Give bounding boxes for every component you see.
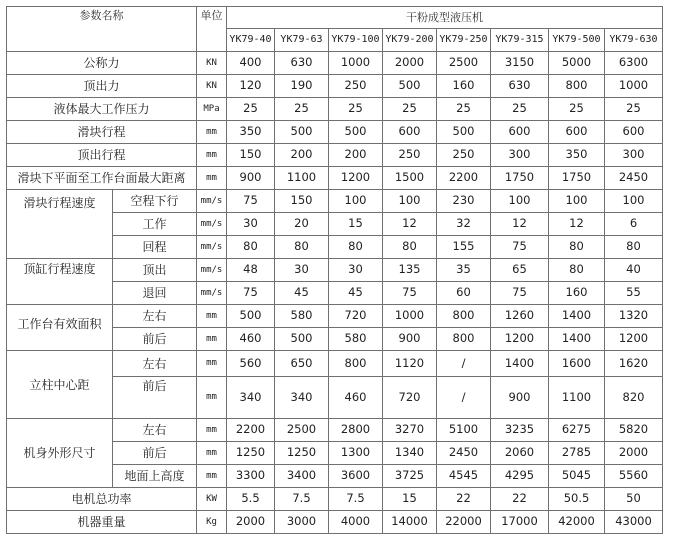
row-label: 滑块下平面至工作台面最大距离 xyxy=(7,167,197,190)
value-cell: 48 xyxy=(227,259,275,282)
group-label: 工作台有效面积 xyxy=(7,305,113,351)
model-header: YK79-630 xyxy=(605,29,663,52)
row-label: 顶出力 xyxy=(7,75,197,98)
value-cell: 3150 xyxy=(491,52,549,75)
value-cell: 75 xyxy=(491,282,549,305)
value-cell: 40 xyxy=(605,259,663,282)
sub-label: 左右 xyxy=(113,305,197,328)
value-cell: 350 xyxy=(227,121,275,144)
value-cell: / xyxy=(437,377,491,419)
value-cell: 30 xyxy=(329,259,383,282)
value-cell: 100 xyxy=(383,190,437,213)
value-cell: 42000 xyxy=(549,511,605,534)
value-cell: 800 xyxy=(437,305,491,328)
value-cell: 160 xyxy=(437,75,491,98)
value-cell: 600 xyxy=(549,121,605,144)
value-cell: 100 xyxy=(491,190,549,213)
sub-label: 空程下行 xyxy=(113,190,197,213)
row-label: 滑块行程 xyxy=(7,121,197,144)
unit-cell: mm/s xyxy=(197,259,227,282)
table-row-ejection-stroke xyxy=(7,144,663,167)
value-cell: 1600 xyxy=(549,351,605,377)
value-cell: 75 xyxy=(227,190,275,213)
value-cell: 30 xyxy=(227,213,275,236)
value-cell: 650 xyxy=(275,351,329,377)
sub-label: 左右 xyxy=(113,351,197,377)
row-label: 机器重量 xyxy=(7,511,197,534)
value-cell: 3300 xyxy=(227,465,275,488)
sub-label: 前后 xyxy=(113,328,197,351)
value-cell: 3725 xyxy=(383,465,437,488)
value-cell: 2000 xyxy=(383,52,437,75)
value-cell: 900 xyxy=(227,167,275,190)
value-cell: 55 xyxy=(605,282,663,305)
value-cell: 25 xyxy=(491,98,549,121)
value-cell: 1120 xyxy=(383,351,437,377)
value-cell: 6275 xyxy=(549,419,605,442)
value-cell: 2450 xyxy=(437,442,491,465)
value-cell: 100 xyxy=(605,190,663,213)
sub-label: 前后 xyxy=(113,377,197,419)
value-cell: 350 xyxy=(549,144,605,167)
value-cell: 25 xyxy=(437,98,491,121)
value-cell: 460 xyxy=(227,328,275,351)
unit-cell: mm xyxy=(197,167,227,190)
value-cell: 1340 xyxy=(383,442,437,465)
value-cell: 3000 xyxy=(275,511,329,534)
sub-label: 左右 xyxy=(113,419,197,442)
value-cell: 80 xyxy=(329,236,383,259)
value-cell: 6 xyxy=(605,213,663,236)
unit-cell: mm xyxy=(197,419,227,442)
value-cell: 600 xyxy=(491,121,549,144)
model-header: YK79-315 xyxy=(491,29,549,52)
value-cell: 230 xyxy=(437,190,491,213)
table-row-weight xyxy=(7,511,663,534)
value-cell: 15 xyxy=(329,213,383,236)
spec-table xyxy=(6,6,663,534)
model-header: YK79-100 xyxy=(329,29,383,52)
value-cell: 120 xyxy=(227,75,275,98)
table-row-slide-speed-fast-down xyxy=(7,190,663,213)
value-cell: 1200 xyxy=(329,167,383,190)
value-cell: 45 xyxy=(275,282,329,305)
value-cell: 2200 xyxy=(227,419,275,442)
value-cell: 12 xyxy=(549,213,605,236)
value-cell: 25 xyxy=(605,98,663,121)
value-cell: 5045 xyxy=(549,465,605,488)
value-cell: 25 xyxy=(549,98,605,121)
group-label: 机身外形尺寸 xyxy=(7,419,113,488)
value-cell: 1100 xyxy=(549,377,605,419)
value-cell: 80 xyxy=(605,236,663,259)
value-cell: 150 xyxy=(275,190,329,213)
value-cell: 500 xyxy=(275,328,329,351)
value-cell: 25 xyxy=(383,98,437,121)
value-cell: 1750 xyxy=(549,167,605,190)
value-cell: 200 xyxy=(275,144,329,167)
row-label: 液体最大工作压力 xyxy=(7,98,197,121)
value-cell: 630 xyxy=(491,75,549,98)
value-cell: 720 xyxy=(329,305,383,328)
value-cell: 32 xyxy=(437,213,491,236)
model-header: YK79-250 xyxy=(437,29,491,52)
value-cell: 560 xyxy=(227,351,275,377)
value-cell: 100 xyxy=(549,190,605,213)
value-cell: 630 xyxy=(275,52,329,75)
value-cell: 190 xyxy=(275,75,329,98)
unit-cell: mm/s xyxy=(197,213,227,236)
value-cell: 25 xyxy=(227,98,275,121)
unit-cell: Kg xyxy=(197,511,227,534)
value-cell: 2450 xyxy=(605,167,663,190)
value-cell: 500 xyxy=(329,121,383,144)
value-cell: 20 xyxy=(275,213,329,236)
value-cell: 900 xyxy=(491,377,549,419)
value-cell: 900 xyxy=(383,328,437,351)
table-row-table-area-lr xyxy=(7,305,663,328)
table-row-column-distance-lr xyxy=(7,351,663,377)
sub-label: 地面上高度 xyxy=(113,465,197,488)
unit-cell: mm xyxy=(197,377,227,419)
value-cell: 6300 xyxy=(605,52,663,75)
value-cell: 155 xyxy=(437,236,491,259)
value-cell: 3235 xyxy=(491,419,549,442)
group-label: 立柱中心距 xyxy=(7,351,113,419)
value-cell: / xyxy=(437,351,491,377)
value-cell: 2800 xyxy=(329,419,383,442)
group-label: 顶缸行程速度 xyxy=(7,259,113,305)
value-cell: 5.5 xyxy=(227,488,275,511)
model-header: YK79-500 xyxy=(549,29,605,52)
table-row-nominal-force xyxy=(7,52,663,75)
value-cell: 22 xyxy=(491,488,549,511)
unit-cell: KN xyxy=(197,75,227,98)
sub-label: 前后 xyxy=(113,442,197,465)
value-cell: 2000 xyxy=(605,442,663,465)
value-cell: 300 xyxy=(491,144,549,167)
value-cell: 80 xyxy=(227,236,275,259)
value-cell: 1000 xyxy=(329,52,383,75)
unit-cell: MPa xyxy=(197,98,227,121)
value-cell: 75 xyxy=(227,282,275,305)
value-cell: 400 xyxy=(227,52,275,75)
value-cell: 500 xyxy=(227,305,275,328)
value-cell: 3270 xyxy=(383,419,437,442)
value-cell: 250 xyxy=(383,144,437,167)
value-cell: 12 xyxy=(383,213,437,236)
unit-cell: mm xyxy=(197,442,227,465)
value-cell: 2500 xyxy=(275,419,329,442)
value-cell: 300 xyxy=(605,144,663,167)
value-cell: 2060 xyxy=(491,442,549,465)
value-cell: 600 xyxy=(605,121,663,144)
row-label: 顶出行程 xyxy=(7,144,197,167)
value-cell: 7.5 xyxy=(329,488,383,511)
value-cell: 1620 xyxy=(605,351,663,377)
value-cell: 1320 xyxy=(605,305,663,328)
value-cell: 5820 xyxy=(605,419,663,442)
value-cell: 135 xyxy=(383,259,437,282)
value-cell: 1750 xyxy=(491,167,549,190)
table-row-ejector-speed-out xyxy=(7,259,663,282)
value-cell: 600 xyxy=(383,121,437,144)
value-cell: 75 xyxy=(383,282,437,305)
value-cell: 1400 xyxy=(549,305,605,328)
value-cell: 250 xyxy=(437,144,491,167)
value-cell: 35 xyxy=(437,259,491,282)
unit-cell: KW xyxy=(197,488,227,511)
sub-label: 顶出 xyxy=(113,259,197,282)
unit-header: 单位 xyxy=(197,7,227,52)
table-row-slide-stroke xyxy=(7,121,663,144)
value-cell: 800 xyxy=(329,351,383,377)
row-label: 电机总功率 xyxy=(7,488,197,511)
value-cell: 800 xyxy=(437,328,491,351)
value-cell: 580 xyxy=(329,328,383,351)
sub-label: 退回 xyxy=(113,282,197,305)
unit-cell: mm xyxy=(197,328,227,351)
value-cell: 65 xyxy=(491,259,549,282)
value-cell: 5000 xyxy=(549,52,605,75)
table-row-ejection-force xyxy=(7,75,663,98)
value-cell: 1100 xyxy=(275,167,329,190)
value-cell: 25 xyxy=(329,98,383,121)
value-cell: 4000 xyxy=(329,511,383,534)
value-cell: 1500 xyxy=(383,167,437,190)
value-cell: 500 xyxy=(275,121,329,144)
value-cell: 160 xyxy=(549,282,605,305)
value-cell: 1400 xyxy=(491,351,549,377)
value-cell: 1260 xyxy=(491,305,549,328)
value-cell: 460 xyxy=(329,377,383,419)
value-cell: 1400 xyxy=(549,328,605,351)
value-cell: 720 xyxy=(383,377,437,419)
value-cell: 5100 xyxy=(437,419,491,442)
value-cell: 2000 xyxy=(227,511,275,534)
value-cell: 80 xyxy=(275,236,329,259)
value-cell: 1000 xyxy=(383,305,437,328)
value-cell: 820 xyxy=(605,377,663,419)
unit-cell: mm/s xyxy=(197,236,227,259)
unit-cell: mm/s xyxy=(197,282,227,305)
value-cell: 5560 xyxy=(605,465,663,488)
value-cell: 22000 xyxy=(437,511,491,534)
value-cell: 14000 xyxy=(383,511,437,534)
value-cell: 800 xyxy=(549,75,605,98)
table-row-motor-power xyxy=(7,488,663,511)
unit-cell: KN xyxy=(197,52,227,75)
table-row-dimensions-lr xyxy=(7,419,663,442)
value-cell: 25 xyxy=(275,98,329,121)
value-cell: 340 xyxy=(227,377,275,419)
value-cell: 80 xyxy=(383,236,437,259)
unit-cell: mm xyxy=(197,465,227,488)
value-cell: 7.5 xyxy=(275,488,329,511)
unit-cell: mm xyxy=(197,305,227,328)
value-cell: 580 xyxy=(275,305,329,328)
unit-cell: mm xyxy=(197,121,227,144)
value-cell: 1250 xyxy=(227,442,275,465)
value-cell: 3400 xyxy=(275,465,329,488)
value-cell: 75 xyxy=(491,236,549,259)
value-cell: 45 xyxy=(329,282,383,305)
model-header: YK79-200 xyxy=(383,29,437,52)
value-cell: 200 xyxy=(329,144,383,167)
unit-cell: mm/s xyxy=(197,190,227,213)
value-cell: 60 xyxy=(437,282,491,305)
value-cell: 150 xyxy=(227,144,275,167)
value-cell: 1250 xyxy=(275,442,329,465)
group-label: 滑块行程速度 xyxy=(7,190,113,259)
value-cell: 17000 xyxy=(491,511,549,534)
table-row-max-daylight xyxy=(7,167,663,190)
value-cell: 2500 xyxy=(437,52,491,75)
value-cell: 22 xyxy=(437,488,491,511)
machine-group-title: 干粉成型液压机 xyxy=(227,7,663,29)
value-cell: 100 xyxy=(329,190,383,213)
value-cell: 50 xyxy=(605,488,663,511)
value-cell: 500 xyxy=(437,121,491,144)
param-name-header: 参数名称 xyxy=(7,7,197,52)
model-header: YK79-63 xyxy=(275,29,329,52)
value-cell: 340 xyxy=(275,377,329,419)
value-cell: 80 xyxy=(549,259,605,282)
value-cell: 12 xyxy=(491,213,549,236)
value-cell: 15 xyxy=(383,488,437,511)
value-cell: 500 xyxy=(383,75,437,98)
row-label: 公称力 xyxy=(7,52,197,75)
sub-label: 回程 xyxy=(113,236,197,259)
value-cell: 2200 xyxy=(437,167,491,190)
value-cell: 1200 xyxy=(605,328,663,351)
model-header: YK79-40 xyxy=(227,29,275,52)
value-cell: 2785 xyxy=(549,442,605,465)
value-cell: 1000 xyxy=(605,75,663,98)
value-cell: 43000 xyxy=(605,511,663,534)
sub-label: 工作 xyxy=(113,213,197,236)
value-cell: 3600 xyxy=(329,465,383,488)
value-cell: 30 xyxy=(275,259,329,282)
value-cell: 250 xyxy=(329,75,383,98)
value-cell: 4545 xyxy=(437,465,491,488)
unit-cell: mm xyxy=(197,351,227,377)
value-cell: 1200 xyxy=(491,328,549,351)
value-cell: 1300 xyxy=(329,442,383,465)
table-row-max-pressure xyxy=(7,98,663,121)
value-cell: 4295 xyxy=(491,465,549,488)
value-cell: 80 xyxy=(549,236,605,259)
unit-cell: mm xyxy=(197,144,227,167)
value-cell: 50.5 xyxy=(549,488,605,511)
header-row-1 xyxy=(7,7,663,29)
